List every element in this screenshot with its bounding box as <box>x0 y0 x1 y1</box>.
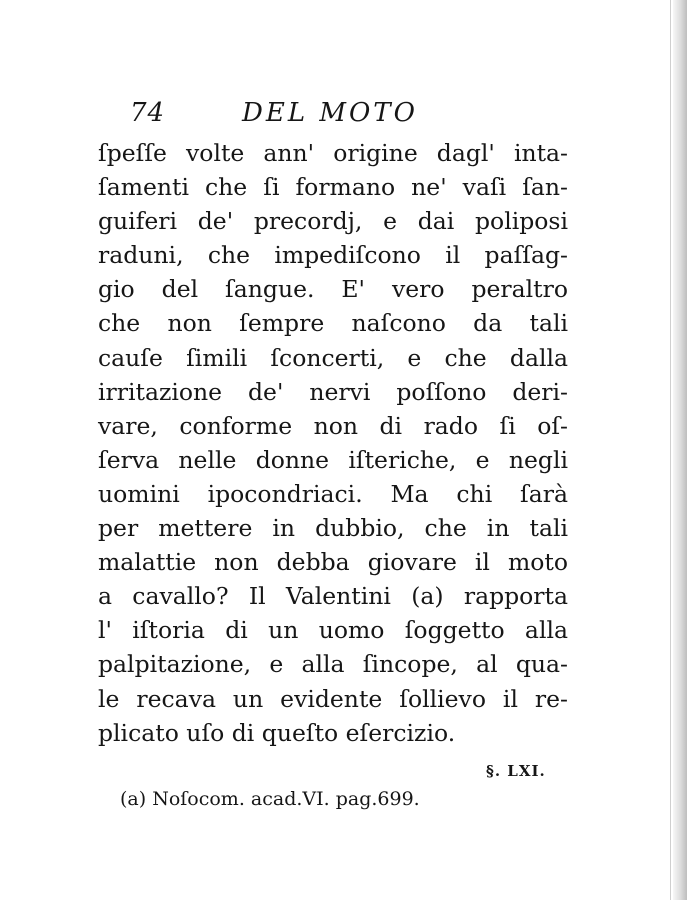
text-line: ſerva nelle donne iſteriche, e negli <box>98 445 568 474</box>
text-line: ſpeſſe volte ann' origine dagl' inta- <box>98 139 568 167</box>
text-line: raduni, che impediſcono il paſſag- <box>98 241 568 270</box>
page-number: 74 <box>130 98 166 128</box>
page-edge-line <box>670 0 671 900</box>
text-line: vare, conforme non di rado ſi oſ- <box>98 411 568 440</box>
text-line: per mettere in dubbio, che in tali <box>98 514 568 543</box>
text-line: a cavallo? Il Valentini (a) rapporta <box>98 582 568 611</box>
text-line: uomini ipocondriaci. Ma chi ſarà <box>98 479 568 508</box>
text-line: cauſe ſimili ſconcerti, e che dalla <box>98 343 568 372</box>
running-header <box>130 98 570 132</box>
text-line: malattie non debba giovare il moto <box>98 548 568 577</box>
footnote: (a) Noſocom. acad.VI. pag.699. <box>120 788 420 810</box>
section-catchword: §. LXI. <box>486 762 546 780</box>
text-line: l' iſtoria di un uomo ſoggetto alla <box>98 616 568 645</box>
text-line: guiferi de' precordj, e dai poliposi <box>98 207 568 236</box>
text-line: plicato uſo di queſto eſercizio. <box>98 718 456 747</box>
text-line: ſamenti che ſi formano ne' vaſi ſan- <box>98 173 568 202</box>
page-edge-shadow <box>673 0 687 900</box>
text-line: gio del ſangue. E' vero peraltro <box>98 275 568 304</box>
running-title: DEL MOTO <box>242 98 418 128</box>
text-line: le recava un evidente ſollievo il re- <box>98 684 568 713</box>
text-line: palpitazione, e alla ſincope, al qua- <box>98 650 568 679</box>
body-text <box>98 136 568 750</box>
text-line: irritazione de' nervi poſſono deri- <box>98 377 568 406</box>
text-line: che non ſempre naſcono da tali <box>98 309 568 338</box>
